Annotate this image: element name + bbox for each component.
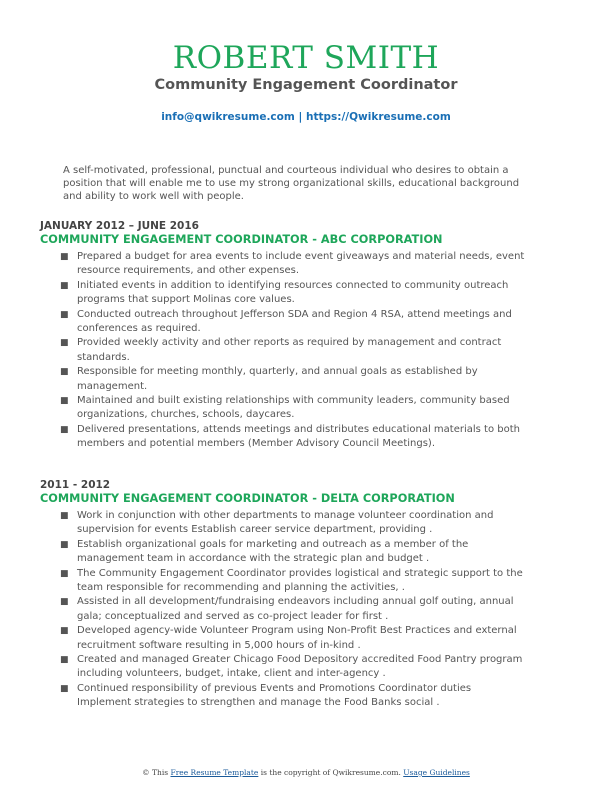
list-item <box>40 624 527 653</box>
website-link[interactable]: https://Qwikresume.com <box>305 111 451 123</box>
list-item <box>40 653 527 682</box>
footer-prefix: © This <box>142 768 171 777</box>
bullet-icon: ■ <box>60 338 69 349</box>
list-item <box>40 423 527 452</box>
bullet-icon: ■ <box>60 280 69 291</box>
usage-guidelines-link[interactable]: Usage Guidelines <box>403 768 470 777</box>
bullet-icon: ■ <box>60 511 69 521</box>
list-item <box>40 509 527 538</box>
bullet-text: Prepared a budget for area events to include event giveaways and material needs, event resource requirements, and other expenses. <box>77 251 525 277</box>
bullet-icon: ■ <box>60 655 69 666</box>
bullet-icon: ■ <box>60 597 69 608</box>
bullet-icon: ■ <box>60 539 69 550</box>
bullet-text: Conducted outreach throughout Jefferson SDA and Region 4 RSA, attend meetings and conferences as required. <box>77 308 512 335</box>
list-item <box>40 336 527 365</box>
contact-separator: | <box>294 111 306 123</box>
bullet-text: Provided weekly activity and other reports as required by management and contract standards. <box>77 337 502 363</box>
bullet-icon: ■ <box>60 626 69 637</box>
job-bullets <box>40 250 540 452</box>
bullet-icon: ■ <box>60 424 69 435</box>
list-item <box>40 595 527 624</box>
job-dates: JANUARY 2012 – JUNE 2016 <box>40 220 199 232</box>
bullet-icon: ■ <box>60 252 69 262</box>
experience-abc <box>40 220 540 452</box>
bullet-text: Establish organizational goals for marketing and outreach as a member of the management team in accordance with the strategic plan and budget . <box>77 538 469 565</box>
bullet-text: Continued responsibility of previous Events and Promotions Coordinator duties Implement strategies to strengthen and manage the Food Banks social . <box>77 682 472 709</box>
bullet-text: Initiated events in addition to identifying resources connected to community outreach programs that support Molinas core values. <box>77 279 509 306</box>
bullet-text: The Community Engagement Coordinator provides logistical and strategic support to the team responsible for recommending and planning the activities, . <box>77 567 523 594</box>
list-item <box>40 682 527 711</box>
bullet-icon: ■ <box>60 683 69 694</box>
bullet-text: Delivered presentations, attends meetings and distributes educational materials to both members and potential members (Member Advisory Council Meetings). <box>77 423 520 450</box>
free-resume-template-link[interactable]: Free Resume Template <box>170 768 259 777</box>
job-title: COMMUNITY ENGAGEMENT COORDINATOR - DELTA CORPORATION <box>40 492 455 505</box>
candidate-name: ROBERT SMITH <box>172 40 440 76</box>
list-item <box>40 394 527 423</box>
contact-line <box>0 111 612 123</box>
footer-copyright: is the copyright of Qwikresume.com. <box>258 768 404 777</box>
list-item <box>40 365 527 394</box>
list-item <box>40 250 527 279</box>
list-item <box>40 279 527 308</box>
list-item <box>40 538 527 567</box>
bullet-text: Created and managed Greater Chicago Food Depository accredited Food Pantry program including volunteers, budget, intake, client and inter-agency . <box>77 654 523 680</box>
email-link[interactable]: info@qwikresume.com <box>161 111 295 123</box>
bullet-text: Responsible for meeting monthly, quarterly, and annual goals as established by management. <box>77 366 478 392</box>
job-title: COMMUNITY ENGAGEMENT COORDINATOR - ABC CORPORATION <box>40 233 443 246</box>
job-dates: 2011 - 2012 <box>40 479 111 491</box>
bullet-text: Assisted in all development/fundraising endeavors including annual golf outing, annual gala; conceptualized and served as co-project leader for first . <box>77 596 514 622</box>
bullet-icon: ■ <box>60 309 69 320</box>
bullet-text: Developed agency-wide Volunteer Program using Non-Profit Best Practices and external recruitment software resulting in 5,000 hours of in-kind . <box>77 625 517 651</box>
bullet-icon: ■ <box>60 367 69 378</box>
summary: A self-motivated, professional, punctual and courteous individual who desires to obtain a position that will enable me to use my strong organizational skills, educational background and ability to work well with people. <box>63 165 520 202</box>
candidate-role: Community Engagement Coordinator <box>154 77 458 93</box>
experience-delta <box>40 479 540 711</box>
bullet-icon: ■ <box>60 568 69 579</box>
list-item <box>40 308 527 337</box>
list-item <box>40 567 527 596</box>
footer <box>0 768 612 777</box>
bullet-icon: ■ <box>60 396 69 407</box>
bullet-text: Maintained and built existing relationships with community leaders, community based organizations, churches, schools, daycares. <box>77 395 510 421</box>
bullet-text: Work in conjunction with other departments to manage volunteer coordination and supervision for events Establish career service department, providing . <box>77 510 494 536</box>
job-bullets <box>40 509 540 711</box>
